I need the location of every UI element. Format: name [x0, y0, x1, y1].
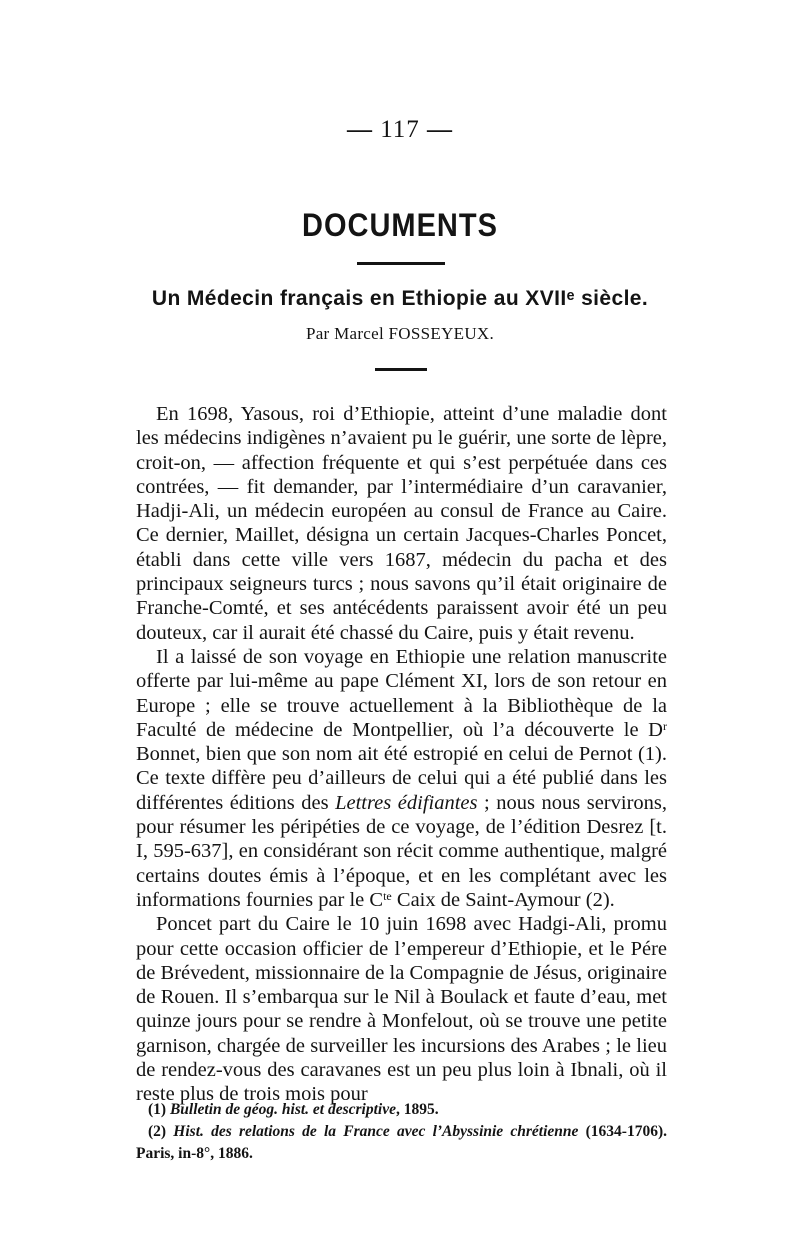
paragraph-1 — [136, 402, 667, 645]
header-dash-left: — — [346, 116, 373, 143]
paragraph-2 — [136, 645, 667, 912]
page-number-header — [0, 116, 800, 144]
article-byline: Par Marcel FOSSEYEUX. — [305, 324, 495, 343]
paragraph-text: Il a laissé de son voyage en Ethiopie une relation manuscrite offerte par lui-même au pape Clément XI, lors de son retour en Europe ; elle se trouve actuellement à la Bibliothèque de la Faculté de médecine de Montpellier, où l’a découverte le D — [136, 645, 667, 741]
paragraph-text: Bonnet, bien que son nom ait été estropié en celui de Pernot (1). Ce texte diffère peu d’ailleurs de celui qui a été publié dans les différentes éditions des — [136, 743, 667, 814]
superscript-doctor: r — [663, 718, 667, 733]
page-number: 117 — [380, 116, 420, 143]
paragraph-3 — [136, 912, 667, 1106]
article-title: Un Médecin français en Ethiopie au XVIIᵉ siècle. — [151, 287, 649, 310]
work-title-italic: Lettres édifiantes — [335, 791, 478, 814]
footnote-citation: Bulletin de géog. hist. et descriptive — [169, 1101, 396, 1118]
footnote-marker: (2) — [148, 1123, 174, 1140]
paragraph-text: Poncet part du Caire le 10 juin 1698 avec Hadgi-Ali, promu pour cette occasion officier de l’empereur d’Ethiopie, et le Pére de Brévedent, missionnaire de la Compagnie de Jésus, originaire de Rouen. Il s’embarqua sur le Nil à Boulack et faute d’eau, met quinze jours pour se rendre à Monfelout, où se trouve une petite garnison, chargée de surveiller les incursions des Arabes ; le lieu de rendez-vous des caravanes est un peu plus loin à Ibnali, où il reste plus de trois mois pour — [136, 913, 667, 1106]
header-dash-right: — — [427, 116, 454, 143]
footnote-1 — [136, 1099, 667, 1121]
footnotes — [136, 1099, 667, 1165]
paragraph-text: Caix de Saint-Aymour (2). — [391, 888, 615, 911]
paragraph-text: En 1698, Yasous, roi d’Ethiopie, atteint d’une maladie dont les médecins indigènes n’avaient pu le guérir, une sorte de lèpre, croit-on, — affection fréquente et qui s’est perpétuée dans ces contrées, — fit demander, par l’intermédiaire d’un caravanier, Hadji-Ali, un médecin européen au consul de France au Caire. Ce dernier, Maillet, désigna un certain Jacques-Charles Poncet, établi dans cette ville vers 1687, médecin du pacha et des principaux seigneurs turcs ; nous savons qu’il était originaire de Franche-Comté, et ses antécédents paraissent avoir été un peu douteux, car il aurait été chassé du Caire, puis y était revenu. — [136, 403, 667, 644]
superscript-comte: te — [383, 888, 392, 903]
paragraph-text: ; nous nous servirons, pour résumer les péripéties de ce voyage, de l’édition Desrez [t. I, 595-637], en considérant son récit comme authentique, malgré certains doutes émis à l’époque, et en les complétant avec les informations fournies par le C — [136, 791, 667, 911]
footnote-text: (1634-1706). Paris, in-8°, 1886. — [136, 1123, 667, 1162]
footnote-citation: Hist. des relations de la France avec l’Abyssinie chrétienne — [173, 1123, 579, 1140]
byline-divider — [375, 368, 427, 371]
footnote-text: , 1895. — [395, 1101, 439, 1118]
footnote-2 — [136, 1121, 667, 1165]
section-title: DOCUMENTS — [302, 208, 498, 244]
article-body — [136, 402, 667, 1107]
footnote-marker: (1) — [148, 1101, 170, 1118]
section-divider — [357, 262, 445, 265]
